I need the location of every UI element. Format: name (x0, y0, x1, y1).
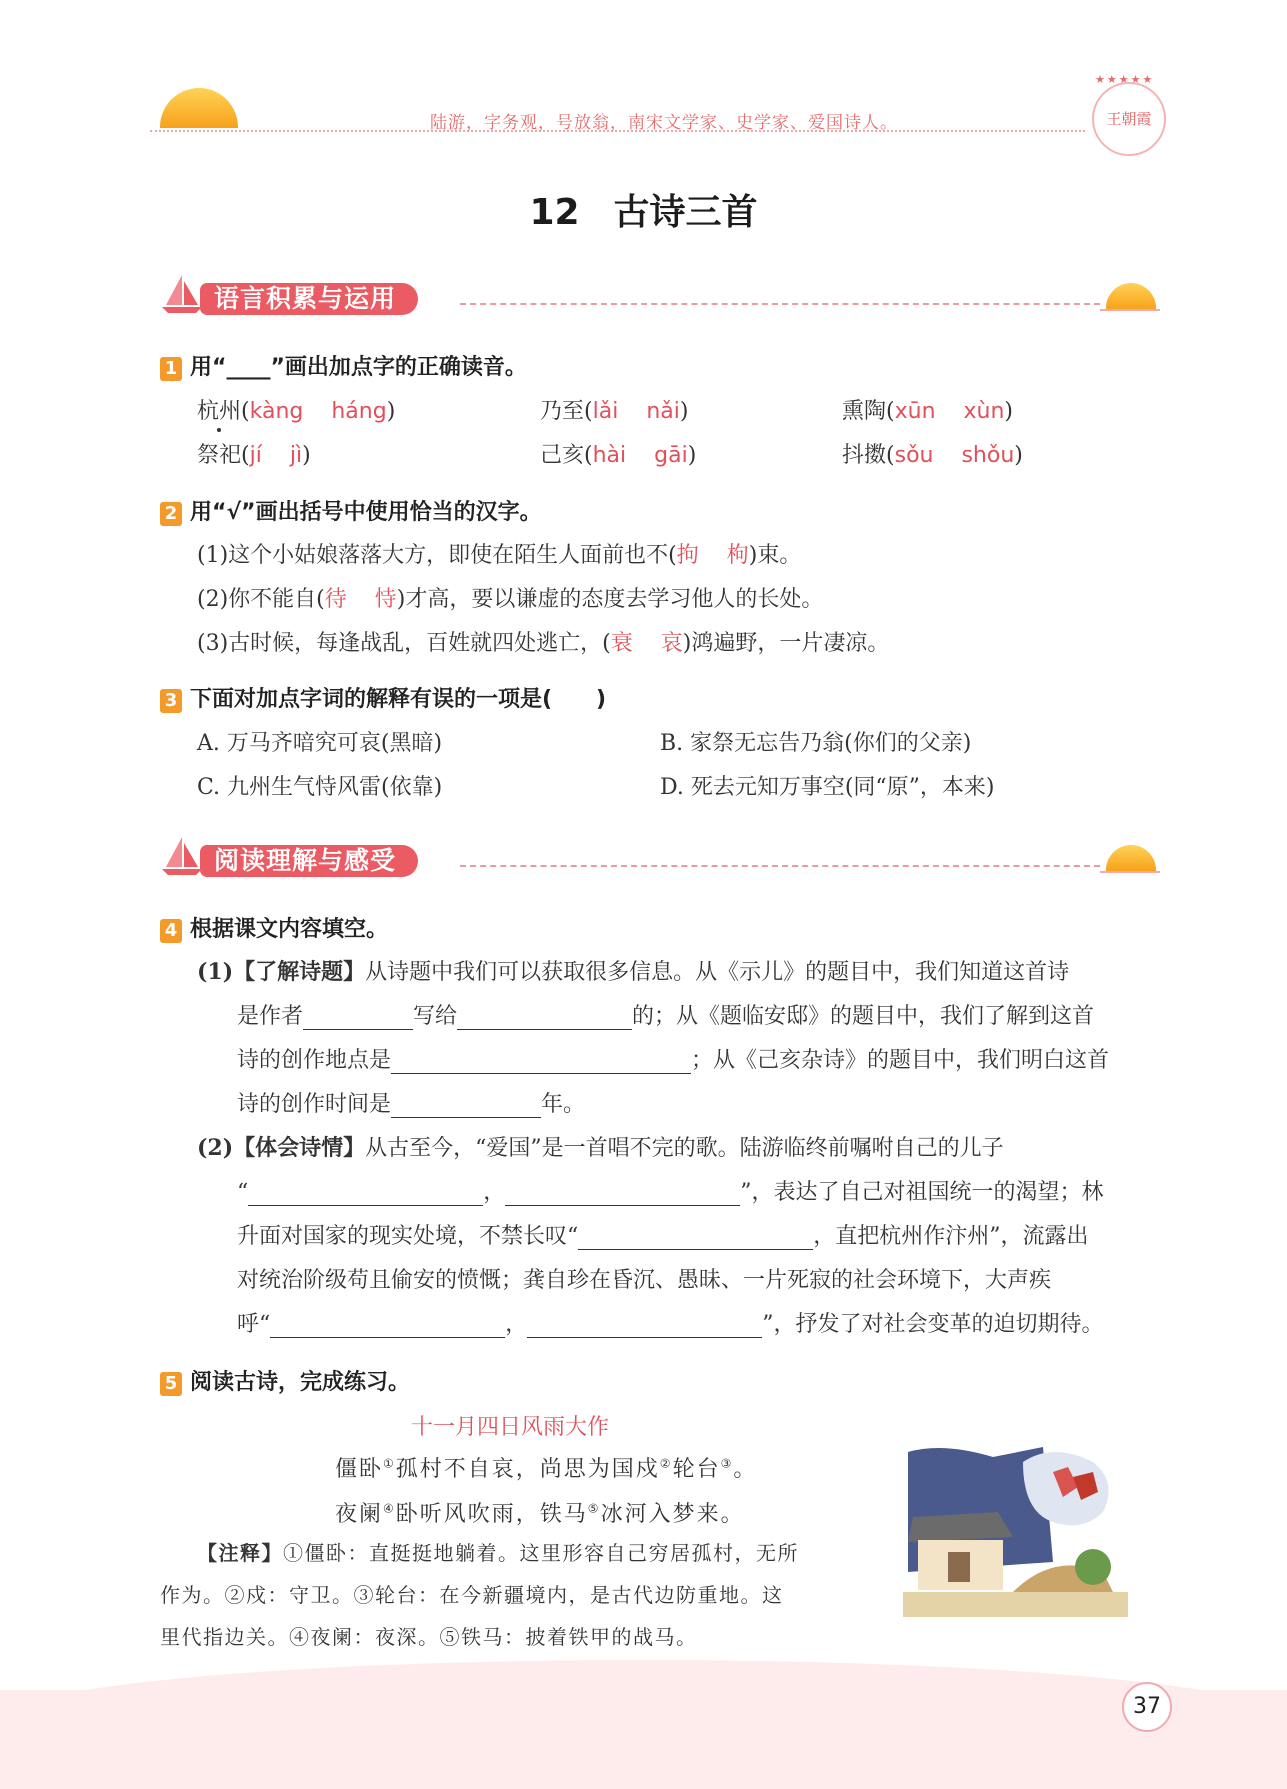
option-c[interactable]: C. 九州生气恃风雷(依靠) (197, 775, 443, 800)
option-b[interactable]: B. 家祭无忘告乃翁(你们的父亲) (660, 731, 972, 756)
word: 乃至 (540, 399, 585, 424)
pinyin-option[interactable]: shǒu (961, 443, 1015, 468)
text: ①僵卧：直挺挺地躺着。这里形容自己穷居孤村，无所 (283, 1541, 799, 1565)
pinyin-item: 己亥(hài gāi) (540, 443, 697, 468)
question-text: 用“____”画出加点字的正确读音。 (190, 355, 527, 380)
sailboat-icon (160, 271, 204, 315)
q4-p1-line1 (197, 955, 1069, 986)
horizon-line (1100, 871, 1160, 873)
question-number: 1 (160, 357, 182, 381)
question-text: 下面对加点字词的解释有误的一项是( ) (190, 687, 607, 712)
text: 呼“ (237, 1312, 271, 1337)
q4-p1-line3 (237, 1043, 1109, 1074)
text: 轮台 (672, 1457, 721, 1482)
question-text: 阅读古诗，完成练习。 (190, 1370, 411, 1395)
pinyin-option[interactable]: háng (331, 399, 387, 424)
text: (1)这个小姑娘落落大方，即使在陌生人面前也不( (197, 543, 677, 568)
text: )才高，要以谦虚的态度去学习他人的长处。 (396, 587, 824, 612)
lesson-number: 12 (529, 192, 580, 233)
pinyin-option[interactable]: jí (249, 443, 262, 468)
text: “ (237, 1180, 249, 1205)
q4-p2-line2 (237, 1175, 1104, 1206)
text: 冰河入梦来。 (600, 1502, 745, 1527)
banner-dash (460, 865, 1100, 867)
pinyin-item: 乃至(lǎi nǎi) (540, 399, 689, 424)
q4-p2-line3 (237, 1219, 1089, 1250)
blank-input[interactable] (303, 1007, 413, 1030)
pinyin-item: 熏陶(xūn xùn) (842, 399, 1013, 424)
footer-band (0, 1690, 1287, 1789)
text: ， (505, 1312, 528, 1337)
section-banner-1 (160, 283, 1160, 315)
header-intro: 陆游，字务观，号放翁，南宋文学家、史学家、爱国诗人。 (430, 113, 898, 133)
footnote-mark: ⑤ (587, 1501, 601, 1516)
q4-p1-line2 (237, 999, 1094, 1030)
question-1 (160, 350, 527, 381)
pinyin-option[interactable]: lǎi (592, 399, 619, 424)
q4-p2-line4: 对统治阶级苟且偷安的愤慨；龚自珍在昏沉、愚昧、一片死寂的社会环境下，大声疾 (237, 1268, 1052, 1293)
text: )束。 (748, 543, 802, 568)
word: 杭州 (197, 399, 242, 424)
annotation (197, 1532, 857, 1574)
part-label: (1)【了解诗题】 (197, 959, 366, 985)
lesson-title (0, 184, 1287, 235)
q4-p2-line1 (197, 1131, 1004, 1162)
blank-input[interactable] (391, 1051, 691, 1074)
text: ；从《己亥杂诗》的题目中，我们明白这首 (691, 1048, 1110, 1073)
blank-input[interactable] (505, 1183, 740, 1206)
text: 僵卧 (335, 1457, 384, 1482)
sentence-3 (197, 626, 889, 657)
blank-input[interactable] (527, 1315, 762, 1338)
char-option[interactable]: 待 (324, 587, 347, 612)
question-3 (160, 682, 606, 713)
pinyin-option[interactable]: gāi (654, 443, 688, 468)
sun-icon (1106, 845, 1156, 871)
char-option[interactable]: 衰 (610, 631, 633, 656)
question-text: 用“√”画出括号中使用恰当的汉字。 (190, 500, 542, 525)
blank-input[interactable] (391, 1095, 541, 1118)
footnote-mark: ① (383, 1456, 396, 1471)
question-number: 5 (160, 1372, 182, 1396)
question-number: 3 (160, 689, 182, 713)
text: 孤村不自哀，尚思为国戍 (395, 1457, 660, 1482)
q4-p2-line5 (237, 1307, 1104, 1338)
text: 写给 (413, 1004, 458, 1029)
text: 是作者 (237, 1004, 304, 1029)
annotation-label: 【注释】 (197, 1541, 283, 1565)
char-option[interactable]: 拘 (676, 543, 699, 568)
seal-text: 王朝霞 (1106, 110, 1152, 128)
text: )鸿遍野，一片凄凉。 (682, 631, 890, 656)
text: 升面对国家的现实处境，不禁长叹“ (237, 1224, 579, 1249)
text: 。 (733, 1457, 758, 1482)
question-5 (160, 1365, 410, 1396)
pinyin-option[interactable]: hài (592, 443, 627, 468)
q4-p1-line4 (237, 1087, 585, 1118)
text: 从诗题中我们可以获取很多信息。从《示儿》的题目中，我们知道这首诗 (365, 960, 1070, 985)
teacher-seal-logo (1092, 82, 1166, 156)
annotation-line-3: 里代指边关。④夜阑：夜深。⑤铁马：披着铁甲的战马。 (160, 1625, 698, 1649)
word: 祭祀 (197, 443, 242, 468)
blank-input[interactable] (578, 1227, 813, 1250)
pinyin-item: 祭祀(jí jì) (197, 443, 311, 468)
text: 夜阑 (335, 1502, 384, 1527)
blank-input[interactable] (457, 1007, 632, 1030)
word: 熏陶 (842, 399, 887, 424)
annotation-line-2: 作为。②戍：守卫。③轮台：在今新疆境内，是古代边防重地。这 (160, 1583, 784, 1607)
text: 从古至今，“爱国”是一首唱不完的歌。陆游临终前嘱咐自己的儿子 (365, 1136, 1004, 1161)
sailboat-icon (160, 833, 204, 877)
footnote-mark: ② (659, 1456, 673, 1471)
question-number: 2 (160, 502, 182, 526)
footnote-mark: ③ (720, 1456, 734, 1471)
pinyin-option[interactable]: sǒu (894, 443, 934, 468)
text: ”，表达了自己对祖国统一的渴望；林 (740, 1180, 1104, 1205)
text: (2)你不能自( (197, 587, 325, 612)
char-option[interactable]: 哀 (660, 631, 683, 656)
blank-input[interactable] (248, 1183, 483, 1206)
blank-input[interactable] (270, 1315, 505, 1338)
word: 抖擞 (842, 443, 887, 468)
sentence-2 (197, 582, 823, 613)
poem-illustration (903, 1442, 1128, 1617)
pinyin-option[interactable]: xūn (894, 399, 936, 424)
part-label: (2)【体会诗情】 (197, 1135, 366, 1161)
page-number: 37 (1122, 1682, 1172, 1732)
pinyin-option[interactable]: xùn (963, 399, 1005, 424)
char-option[interactable]: 恃 (374, 587, 397, 612)
section-banner-2 (160, 845, 1160, 877)
text: 诗的创作地点是 (237, 1048, 392, 1073)
poem-title: 十一月四日风雨大作 (410, 1415, 609, 1440)
text: 卧听风吹雨，铁马 (395, 1502, 588, 1527)
footnote-mark: ④ (383, 1501, 396, 1516)
pinyin-item: 抖擞(sǒu shǒu) (842, 443, 1023, 468)
word: 己亥 (540, 443, 585, 468)
section-title: 语言积累与运用 (200, 283, 418, 315)
header-sun-icon (160, 88, 238, 128)
question-number: 4 (160, 919, 182, 943)
question-2 (160, 495, 542, 526)
text: 诗的创作时间是 (237, 1092, 392, 1117)
poem-line-2 (335, 1497, 745, 1528)
lesson-name: 古诗三首 (613, 192, 758, 233)
section-title: 阅读理解与感受 (200, 845, 418, 877)
sun-icon (1106, 283, 1156, 309)
option-d[interactable]: D. 死去元知万事空(同“原”，本来) (660, 775, 995, 800)
text: (3)古时候，每逢战乱，百姓就四处逃亡，( (197, 631, 611, 656)
question-text: 根据课文内容填空。 (190, 917, 389, 942)
horizon-line (1100, 309, 1160, 311)
pinyin-option[interactable]: kàng (249, 399, 304, 424)
text: ， (483, 1180, 506, 1205)
text: 年。 (541, 1092, 586, 1117)
pinyin-option[interactable]: nǎi (646, 399, 680, 424)
pinyin-option[interactable]: jì (289, 443, 303, 468)
char-option[interactable]: 枸 (726, 543, 749, 568)
text: ”，抒发了对社会变革的迫切期待。 (762, 1312, 1104, 1337)
banner-dash (460, 303, 1100, 305)
text: 的；从《题临安邸》的题目中，我们了解到这首 (632, 1004, 1095, 1029)
text: ，直把杭州作汴州”，流露出 (813, 1224, 1089, 1249)
stars-icon: ★★★★★ (1095, 73, 1155, 86)
question-4 (160, 912, 388, 943)
sentence-1 (197, 538, 801, 569)
pinyin-item: 杭州(kàng háng) (197, 399, 396, 424)
option-a[interactable]: A. 万马齐喑究可哀(黑暗) (197, 731, 443, 756)
poem-line-1 (335, 1452, 757, 1483)
